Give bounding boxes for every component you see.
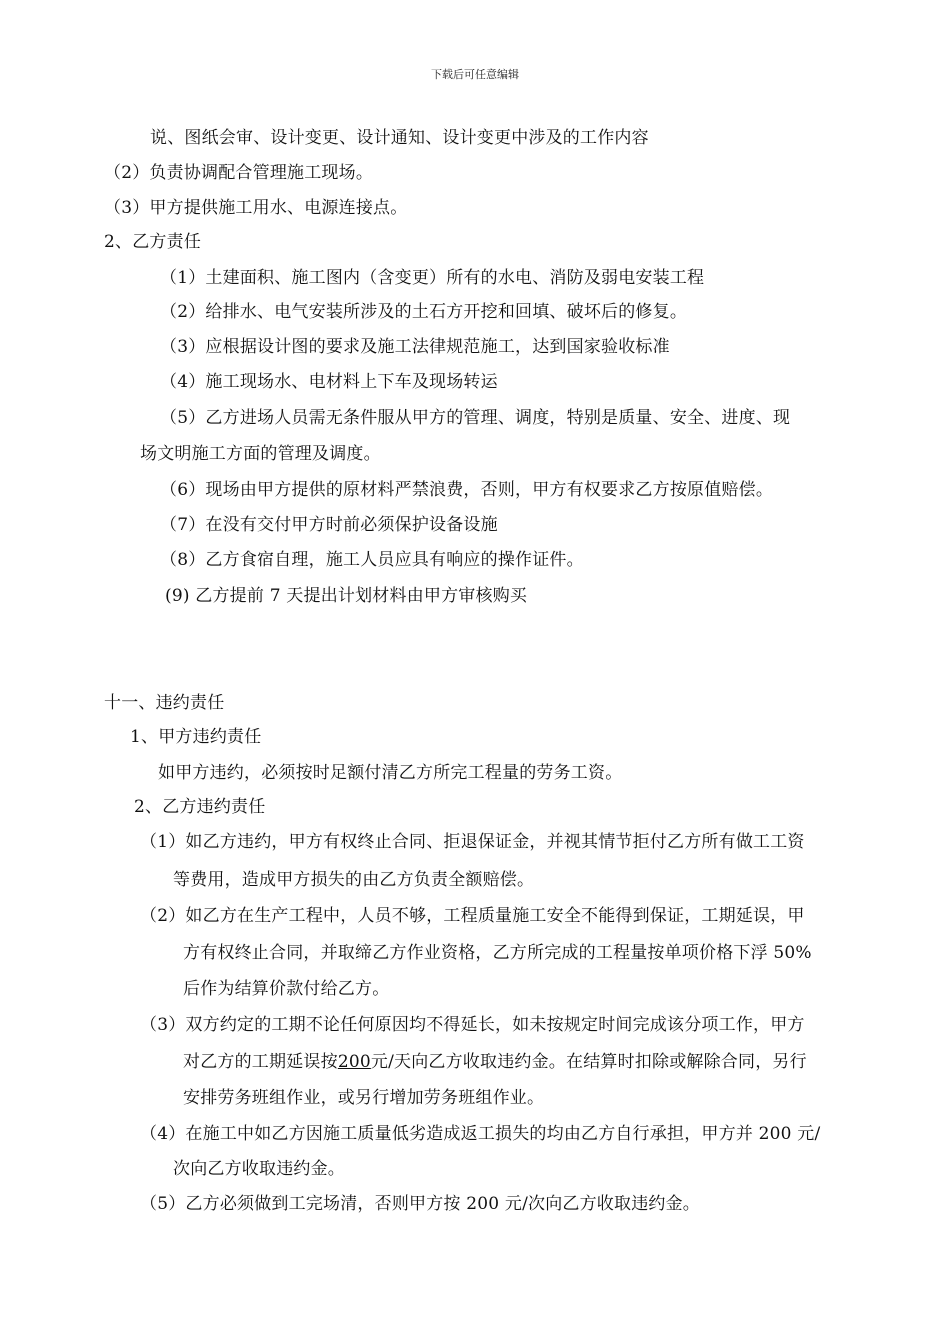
text-line: （5）乙方必须做到工完场清，否则甲方按 200 元/次向乙方收取违约金。 bbox=[140, 1194, 700, 1214]
text-line: 次向乙方收取违约金。 bbox=[173, 1159, 345, 1179]
text-line: （4）在施工中如乙方因施工质量低劣造成返工损失的均由乙方自行承担，甲方并 200 元/ bbox=[140, 1124, 821, 1144]
text-segment: 对乙方的工期延误按 bbox=[183, 1052, 338, 1072]
text-line: 后作为结算价款付给乙方。 bbox=[183, 979, 390, 999]
text-line: （7）在没有交付甲方时前必须保护设备设施 bbox=[160, 515, 498, 535]
text-line: （1）土建面积、施工图内（含变更）所有的水电、消防及弱电安装工程 bbox=[160, 268, 705, 288]
text-line: 场文明施工方面的管理及调度。 bbox=[140, 444, 381, 464]
text-line: （3）应根据设计图的要求及施工法律规范施工，达到国家验收标准 bbox=[160, 337, 670, 357]
text-line bbox=[183, 1050, 807, 1074]
subsection-heading: 2、乙方违约责任 bbox=[134, 797, 266, 817]
section-heading: 十一、违约责任 bbox=[104, 693, 225, 713]
text-line: （8）乙方食宿自理，施工人员应具有响应的操作证件。 bbox=[160, 550, 584, 570]
text-line: 等费用，造成甲方损失的由乙方负责全额赔偿。 bbox=[173, 870, 535, 890]
text-line: （2）给排水、电气安装所涉及的土石方开挖和回填、破坏后的修复。 bbox=[160, 302, 688, 322]
text-line: 如甲方违约，必须按时足额付清乙方所完工程量的劳务工资。 bbox=[158, 763, 623, 783]
text-segment: 元/天向乙方收取违约金。在结算时扣除或解除合同，另行 bbox=[370, 1052, 807, 1072]
text-line: （1）如乙方违约，甲方有权终止合同、拒退保证金，并视其情节拒付乙方所有做工工资 bbox=[140, 832, 805, 852]
text-line: （3）双方约定的工期不论任何原因均不得延长，如未按规定时间完成该分项工作，甲方 bbox=[140, 1015, 805, 1035]
text-line: (9) 乙方提前 7 天提出计划材料由甲方审核购买 bbox=[165, 586, 528, 606]
text-line: （2）如乙方在生产工程中，人员不够，工程质量施工安全不能得到保证，工期延误，甲 bbox=[140, 906, 805, 926]
text-line: （2）负责协调配合管理施工现场。 bbox=[104, 163, 374, 183]
text-line: 说、图纸会审、设计变更、设计通知、设计变更中涉及的工作内容 bbox=[150, 128, 649, 148]
text-line: （3）甲方提供施工用水、电源连接点。 bbox=[104, 198, 408, 218]
text-line: 安排劳务班组作业，或另行增加劳务班组作业。 bbox=[183, 1088, 545, 1108]
text-line: （6）现场由甲方提供的原材料严禁浪费，否则，甲方有权要求乙方按原值赔偿。 bbox=[160, 480, 774, 500]
text-line: （5）乙方进场人员需无条件服从甲方的管理、调度，特别是质量、安全、进度、现 bbox=[160, 408, 791, 428]
subsection-heading: 1、甲方违约责任 bbox=[130, 727, 262, 747]
page-header: 下载后可任意编辑 bbox=[431, 68, 519, 81]
text-line: 方有权终止合同，并取缔乙方作业资格，乙方所完成的工程量按单项价格下浮 50% bbox=[183, 943, 812, 963]
text-line: （4）施工现场水、电材料上下车及现场转运 bbox=[160, 372, 498, 392]
section-heading: 2、乙方责任 bbox=[104, 232, 202, 252]
underlined-amount: 200 bbox=[337, 1052, 371, 1072]
